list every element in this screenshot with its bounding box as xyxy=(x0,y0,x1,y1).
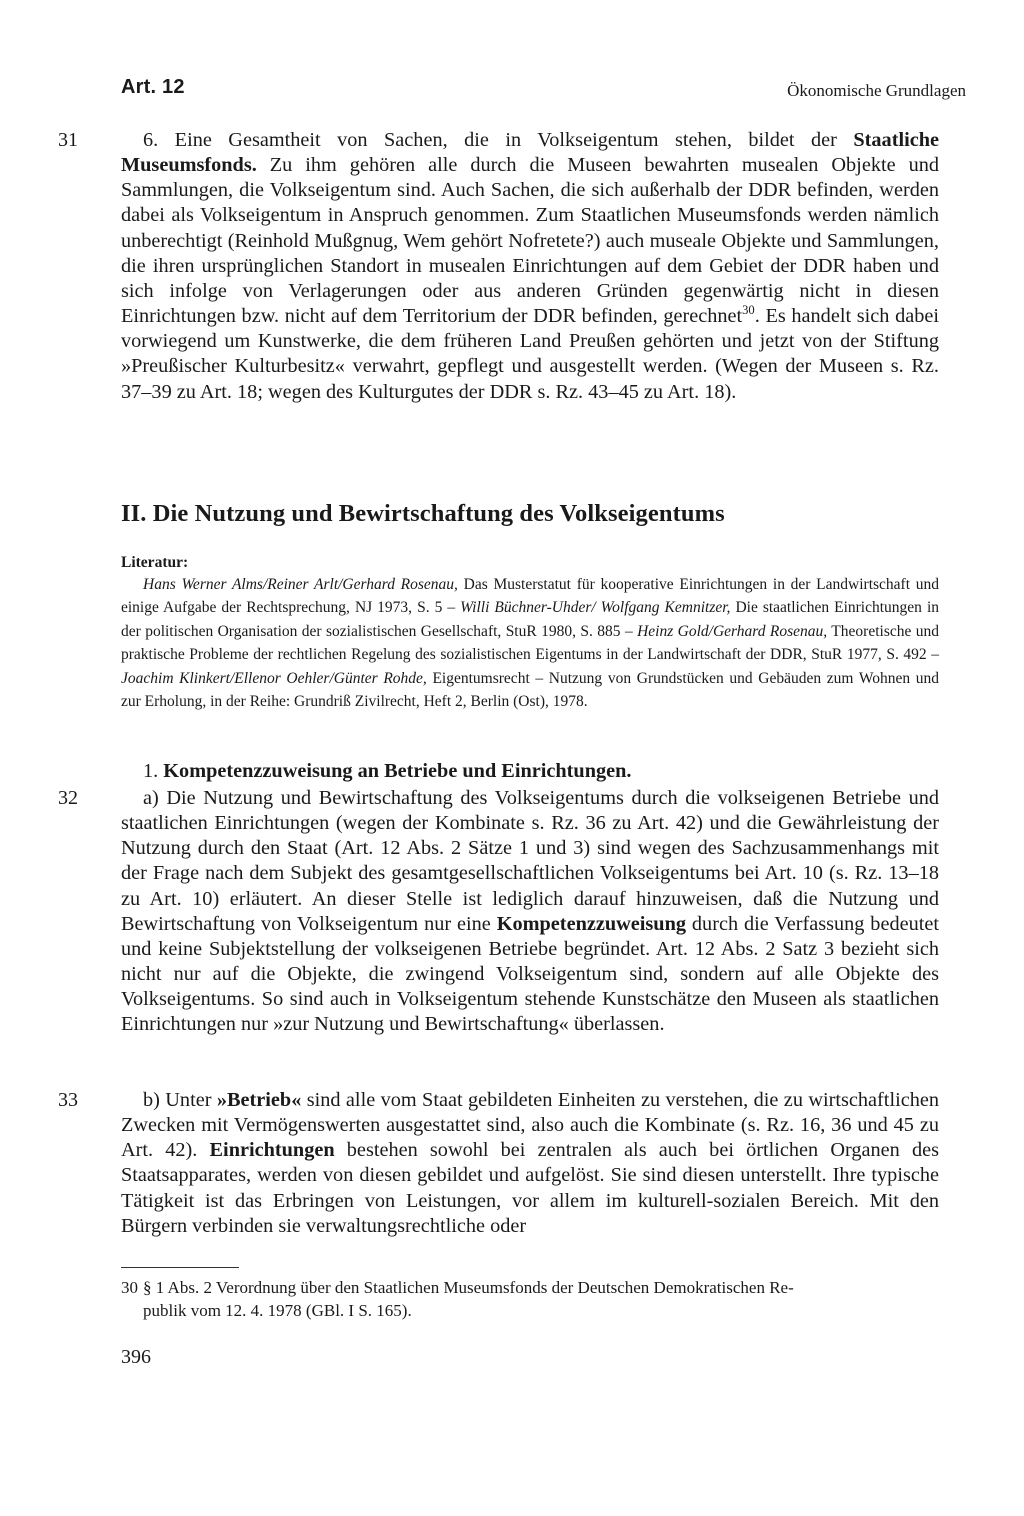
page-number: 396 xyxy=(121,1346,151,1368)
subheading xyxy=(143,760,631,783)
literature-author: Heinz Gold/Gerhard Rosenau, xyxy=(637,622,828,640)
literature-title: Das Musterstatut für kooperative Einrichtungen in der Landwirtschaft und einige Aufgabe der Rechtsprechung, NJ 1973, S. 5 – xyxy=(121,576,939,617)
margin-number-32: 32 xyxy=(58,787,78,809)
footnote-text: publik vom 12. 4. 1978 (GBl. I S. 165). xyxy=(143,1300,412,1320)
paragraph-31 xyxy=(121,128,939,405)
paragraph-33 xyxy=(121,1088,939,1239)
paragraph-33-text xyxy=(121,1088,939,1239)
literature-list xyxy=(121,573,939,713)
literature-title: Theoretische und praktische Probleme der rechtlichen Regelung des sozialistischen Eigentums in der Landwirtschaft der DDR, StuR 1977, S. 492 – xyxy=(121,622,940,664)
literature-title: Eigentumsrecht – Nutzung von Grundstücken und Gebäuden zum Wohnen und zur Erholung, in der Reihe: Grundriß Zivilrecht, Heft 2, Berlin (Ost), 1978. xyxy=(121,669,939,711)
subheading-number: 1. xyxy=(143,760,164,782)
text-run: 6. Eine Gesamtheit von Sachen, die in Volkseigentum stehen, bildet der xyxy=(143,129,854,151)
literature-author: Willi Büchner-Uhder/ Wolfgang Kemnitzer, xyxy=(460,599,731,617)
paragraph-31-text xyxy=(121,128,939,405)
footnote-30 xyxy=(121,1277,939,1322)
bold-term: Staatliche Museumsfonds. xyxy=(121,129,939,177)
bold-term: »Betrieb« xyxy=(216,1089,302,1111)
footnote-number: 30 xyxy=(121,1278,138,1297)
text-run: . Es handelt sich dabei vorwiegend um Kunstwerke, die dem früheren Land Preußen gehörten und jetzt von der Stiftung »Preußischer Kulturbesitz« verwahrt, gepflegt und ausgestellt werden. (Wegen der Museen s. Rz. 37–39 zu Art. 18; wegen des Kulturgutes der DDR s. Rz. 43–45 zu Art. 18). xyxy=(121,305,939,403)
text-run: a) Die Nutzung und Bewirtschaftung des Volkseigentums durch die volkseigenen Betriebe und staatlichen Einrichtungen (wegen der Kombinate s. Rz. 36 zu Art. 42) und die Gewährleistung der Nutzung durch den Staat (Art. 12 Abs. 2 Sätze 1 und 3) sind wegen des Sachzusammenhangs mit der Frage nach dem Subjekt des gesamtgesellschaftlichen Volkseigentums bei Art. 10 (s. Rz. 13–18 zu Art. 10) erläutert. An dieser Stelle ist lediglich darauf hinzuweisen, daß die Nutzung und Bewirtschaftung von Volkseigentum nur eine xyxy=(121,787,939,935)
margin-number-33: 33 xyxy=(58,1089,78,1111)
text-run: bestehen sowohl bei zentralen als auch bei örtlichen Organen des Staatsapparates, werden von diesen gebildet und aufgelöst. Sie sind diesen unterstellt. Ihre typische Tätigkeit ist das Erbringen von Leistungen, vor allem im kulturell-sozialen Bereich. Mit den Bürgern verbinden sie verwaltungsrechtliche oder xyxy=(121,1139,939,1237)
footnote-reference[interactable]: 30 xyxy=(742,303,755,318)
bold-term: Einrichtungen xyxy=(209,1139,335,1162)
footnote-line xyxy=(121,1277,939,1300)
literature-author: Hans Werner Alms/Reiner Arlt/Gerhard Rosenau, xyxy=(143,576,458,593)
literature-label: Literatur: xyxy=(121,554,189,571)
running-header-chapter: Ökonomische Grundlagen xyxy=(787,81,966,100)
footnote-text: § 1 Abs. 2 Verordnung über den Staatlichen Museumsfonds der Deutschen Demokratischen Re- xyxy=(143,1278,794,1297)
text-run: Zu ihm gehören alle durch die Museen bewahrten musealen Objekte und Sammlungen, die Volkseigentum sind. Auch Sachen, die sich außerhalb der DDR befinden, werden dabei als Volkseigentum in Anspruch genommen. Zum Staatlichen Museumsfonds werden nämlich unberechtigt (Reinhold Mußgnug, Wem gehört Nofretete?) auch museale Objekte und Sammlungen, die ihren ursprünglichen Standort in musealen Einrichtungen auf dem Gebiet der DDR haben und sich infolge von Verlagerungen oder aus anderen Gründen gegenwärtig nicht in diesen Einrichtungen bzw. nicht auf dem Territorium der DDR befinden, gerechnet xyxy=(121,154,939,328)
literature-author: Joachim Klinkert/Ellenor Oehler/Günter Rohde, xyxy=(121,669,427,687)
text-run: sind alle vom Staat gebildeten Einheiten zu verstehen, die zu wirtschaftlichen Zwecken mit Vermögenswerten ausgestattet sind, also auch die Kombinate (s. Rz. 16, 36 und 45 zu Art. 42). xyxy=(121,1089,939,1162)
text-run: durch die Verfassung bedeutet und keine Subjektstellung der volkseigenen Betriebe begründet. Art. 12 Abs. 2 Satz 3 bezieht sich nicht nur auf die Objekte, die zwingend Volkseigentum sind, sondern auf alle Objekte des Volkseigentums. So sind auch in Volkseigentum stehende Kunstschätze den Museen als staatlichen Einrichtungen nur »zur Nutzung und Bewirtschaftung« überlassen. xyxy=(121,912,940,1036)
paragraph-32 xyxy=(121,786,939,1038)
bold-term: Kompetenzzuweisung xyxy=(496,912,687,935)
footnote-separator xyxy=(121,1267,239,1268)
literature-text xyxy=(121,573,939,713)
paragraph-32-text xyxy=(121,786,939,1038)
text-run: b) Unter xyxy=(143,1089,217,1111)
running-header-article: Art. 12 xyxy=(121,76,185,98)
section-title: II. Die Nutzung und Bewirtschaftung des Volkseigentums xyxy=(121,500,725,527)
margin-number-31: 31 xyxy=(58,129,78,151)
subheading-title: Kompetenzzuweisung an Betriebe und Einrichtungen. xyxy=(163,760,632,782)
footnote-line xyxy=(121,1300,939,1323)
literature-title: Die staatlichen Einrichtungen in der politischen Organisation der sozialistischen Gesellschaft, StuR 1980, S. 885 – xyxy=(121,599,940,640)
